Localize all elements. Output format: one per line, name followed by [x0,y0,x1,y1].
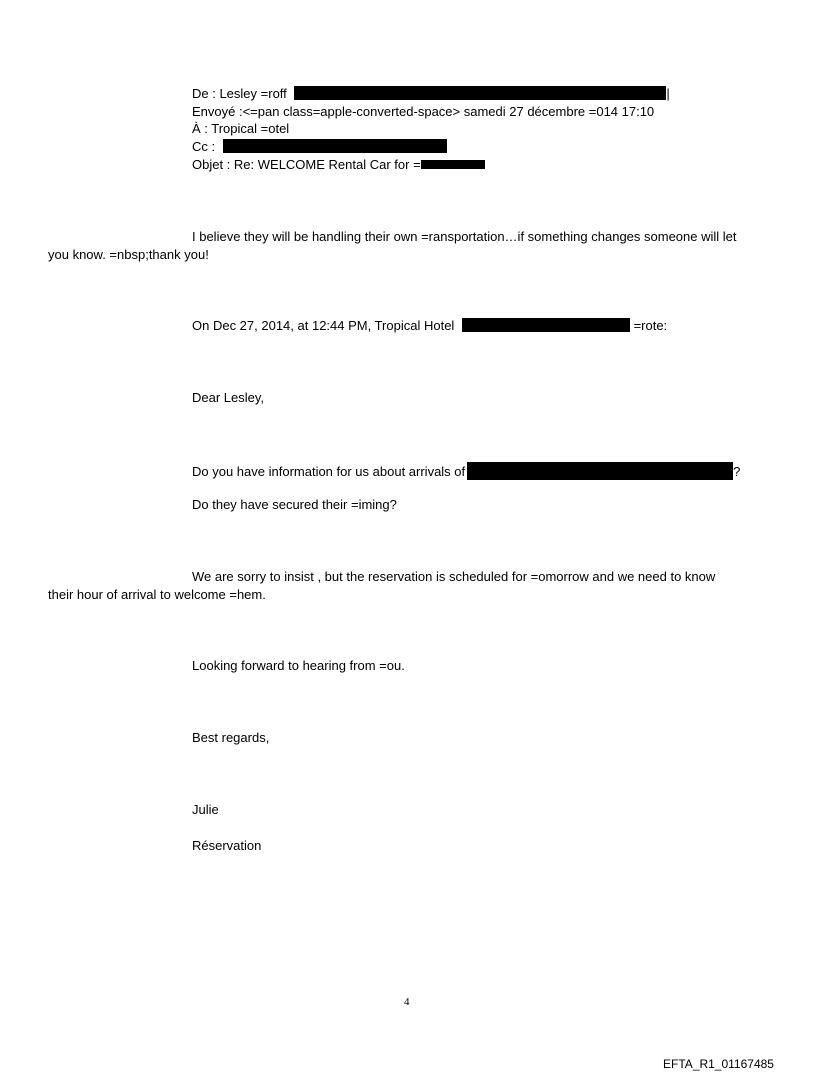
redaction-bar [294,86,666,100]
redaction-bar [467,462,733,480]
quoted-question-2: Do they have secured their =iming? [192,497,397,512]
reply-line-1: I believe they will be handling their own =ransportation…if something changes someone will let [192,229,737,244]
question1-suffix: ? [733,464,741,479]
redaction-bar [223,139,447,153]
bates-number: EFTA_R1_01167485 [663,1057,774,1071]
header-sent: Envoyé :<=pan class=apple-converted-space> samedi 27 décembre =014 17:10 [192,104,655,119]
quoted-closing-1: Looking forward to hearing from =ou. [192,658,405,673]
header-cc [192,139,447,155]
page-number: 4 [404,996,410,1008]
quoted-closing-2: Best regards, [192,730,270,745]
subject-text: Objet : Re: WELCOME Rental Car for = [192,157,421,172]
redaction-bar [462,318,630,332]
header-from [192,86,670,102]
quoted-para-line-1: We are sorry to insist , but the reservation is scheduled for =omorrow and we need to know [192,569,716,584]
attribution-suffix: =rote: [633,318,668,333]
quoted-question-1 [192,462,740,480]
question1-prefix: Do you have information for us about arrivals of [192,464,466,479]
from-label: De : Lesley =roff [192,86,287,101]
quoted-greeting: Dear Lesley, [192,390,265,405]
signature-name: Julie [192,802,219,817]
quoted-para-line-2: their hour of arrival to welcome =hem. [48,587,266,602]
header-to: À : Tropical =otel [192,121,290,136]
signature-dept: Réservation [192,838,262,853]
header-subject [192,157,485,173]
redaction-bar [421,160,485,169]
reply-line-2: you know. =nbsp;thank you! [48,247,209,262]
from-bracket: | [666,86,670,101]
attribution-prefix: On Dec 27, 2014, at 12:44 PM, Tropical Hotel [192,318,455,333]
quoted-attribution [192,318,667,334]
cc-label: Cc : [192,139,216,154]
